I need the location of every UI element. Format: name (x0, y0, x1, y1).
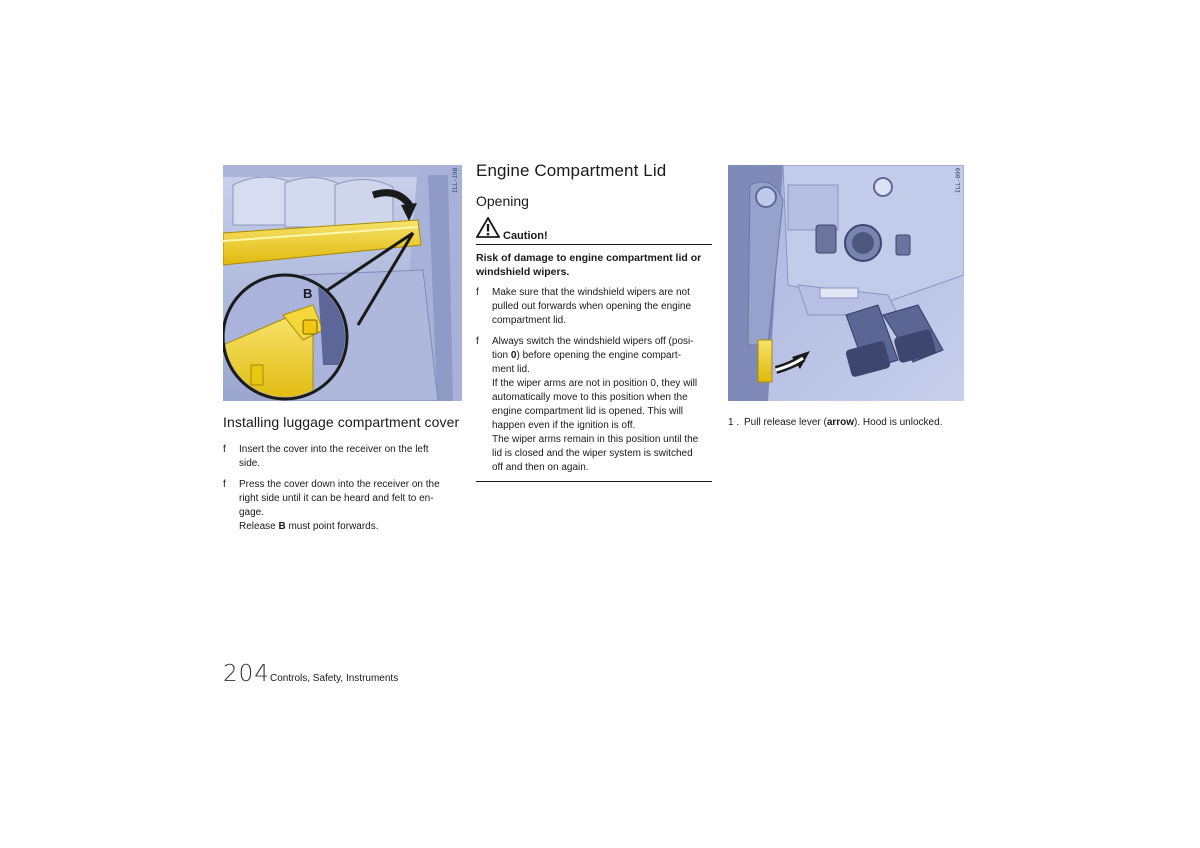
caution-label: Caution! (503, 230, 548, 242)
page-title: Engine Compartment Lid (476, 161, 667, 180)
figure-code: ILL-099 (955, 167, 962, 193)
text-line: engine compartment lid is opened. This will (492, 406, 684, 417)
bullet-mark: f (223, 479, 226, 490)
list-item (728, 416, 968, 430)
caution-header (476, 217, 712, 245)
bullet-mark: f (223, 444, 226, 455)
step-number: 1 . (728, 417, 740, 428)
text-line: The wiper arms remain in this position until the (492, 434, 699, 445)
list-item (476, 286, 712, 328)
text-line: Press the cover down into the receiver on the (239, 479, 440, 490)
text-line: windshield wipers. (476, 266, 570, 278)
text-line: gage. (239, 507, 265, 518)
bullet-mark: f (476, 336, 479, 347)
text-line: Make sure that the windshield wipers are not (492, 287, 690, 298)
middle-column (476, 161, 712, 482)
warning-triangle-icon (476, 217, 500, 243)
text-line: pulled out forwards when opening the engine (492, 301, 692, 312)
figure-caption: Installing luggage compartment cover (223, 414, 460, 430)
figure-code: ILL-198 (452, 167, 459, 193)
text-line: If the wiper arms are not in position 0, they will (492, 378, 698, 389)
section-title: Opening (476, 193, 529, 209)
figure-callout-label: B (303, 286, 313, 301)
text-line: Release B must point forwards. (239, 521, 379, 532)
list-item (223, 443, 463, 471)
list-item (223, 478, 463, 534)
step-text: Pull release lever (arrow). Hood is unlocked. (744, 417, 943, 428)
bullet-mark: f (476, 287, 479, 298)
text-line: happen even if the ignition is off. (492, 420, 636, 431)
text-line: automatically move to this position when the (492, 392, 688, 403)
hood-release-illustration (728, 165, 964, 401)
text-line: off and then on again. (492, 462, 589, 473)
text-line: compartment lid. (492, 315, 566, 326)
text-line: right side until it can be heard and felt to en- (239, 493, 434, 504)
text-line: Always switch the windshield wipers off (posi- (492, 336, 694, 347)
list-item (476, 335, 712, 475)
text-line: side. (239, 458, 261, 469)
text-line: Risk of damage to engine compartment lid or (476, 252, 702, 264)
section-divider (476, 481, 712, 482)
luggage-cover-illustration (223, 165, 462, 401)
text-line: lid is closed and the wiper system is switched (492, 448, 693, 459)
page-section-name: Controls, Safety, Instruments (270, 673, 399, 684)
right-column (728, 416, 968, 430)
text-line: Insert the cover into the receiver on the left (239, 444, 429, 455)
page-number: 204 (223, 661, 270, 687)
text-line: ment lid. (492, 364, 530, 375)
warning-heading (476, 251, 712, 279)
left-column (223, 414, 463, 534)
text-line: tion 0) before opening the engine compart- (492, 350, 682, 361)
